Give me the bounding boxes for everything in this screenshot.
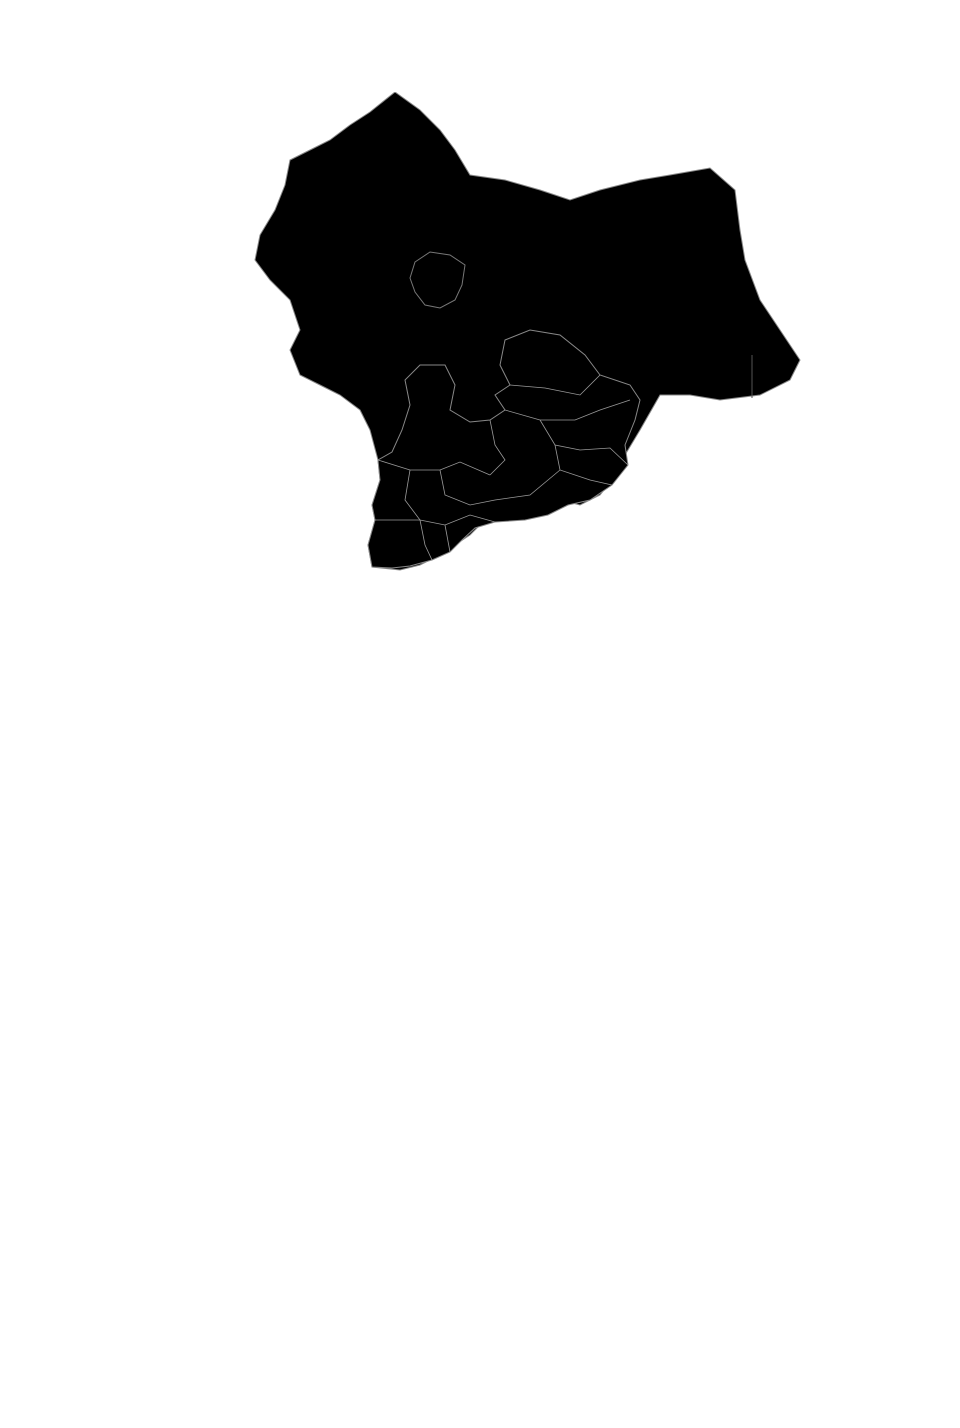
voivodeship-map [0, 92, 960, 592]
